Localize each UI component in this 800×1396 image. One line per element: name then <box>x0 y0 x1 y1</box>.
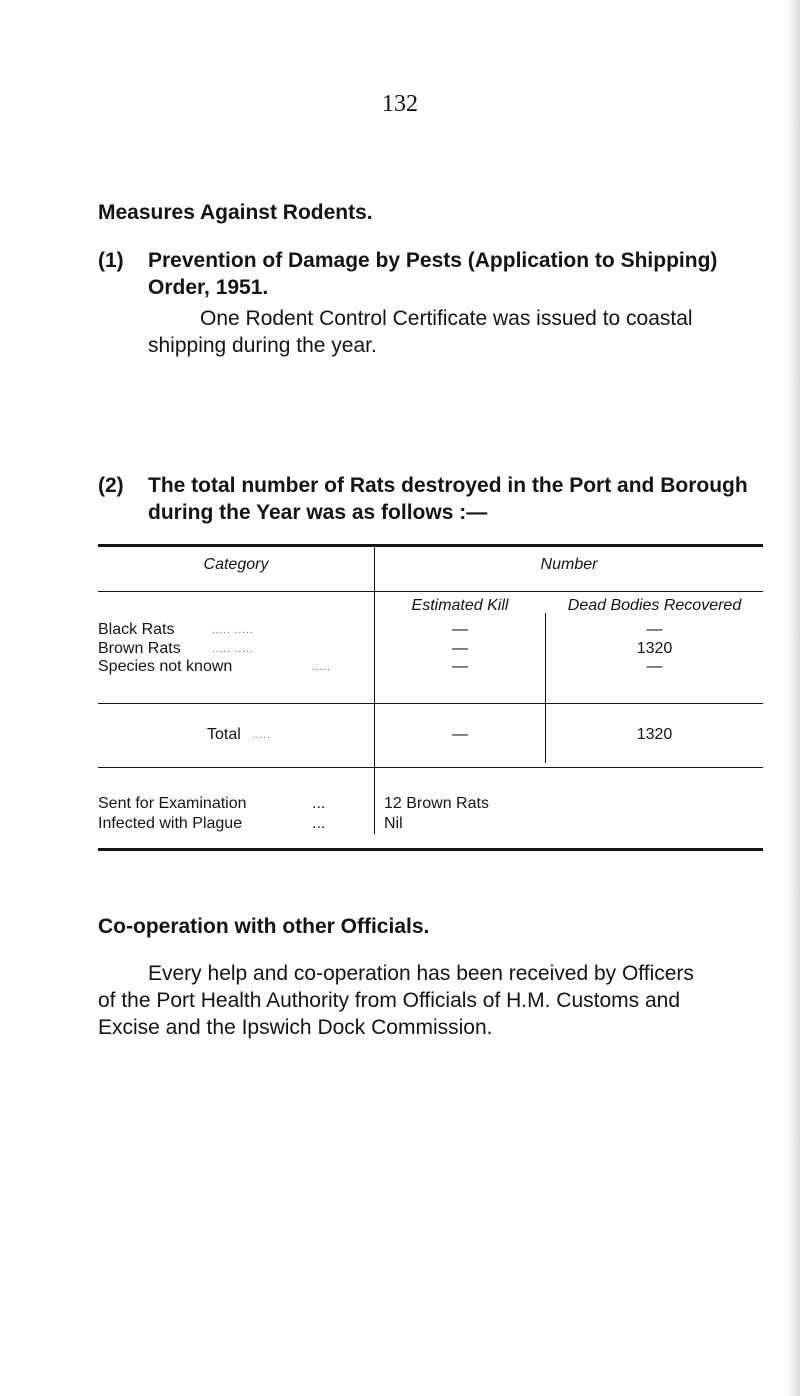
item-title-1-line1: Prevention of Damage by Pests (Application to Shipping) <box>148 249 718 272</box>
item-title-2-line1: The total number of Rats destroyed in the Port and Borough <box>148 474 748 497</box>
extra-row-value: Nil <box>384 815 403 832</box>
header-number: Number <box>540 556 598 573</box>
row-category: Species not known <box>98 658 233 675</box>
row-estimated-kill: — <box>452 640 468 657</box>
section2-body-line1: Every help and co-operation has been received by Officers <box>148 962 694 985</box>
table-header-rule <box>98 591 763 592</box>
extra-row-value: 12 Brown Rats <box>384 795 489 812</box>
total-leaders: ..... <box>252 730 271 741</box>
extra-row-dots: ... <box>312 815 326 832</box>
table-total-rule <box>98 703 763 704</box>
total-label: Total <box>207 726 241 743</box>
header-estimated-kill: Estimated Kill <box>411 597 509 614</box>
row-leaders: ..... ..... <box>212 625 254 636</box>
row-dead-bodies: — <box>646 621 663 638</box>
table-top-rule <box>98 544 763 547</box>
extra-row-label: Infected with Plague <box>98 815 243 832</box>
item-body-1-line1: One Rodent Control Certificate was issued to coastal <box>200 307 693 330</box>
item-number-1: (1) <box>98 249 124 272</box>
item-body-1-line2: shipping during the year. <box>148 334 377 357</box>
section2-body-line2: of the Port Health Authority from Officials of H.M. Customs and <box>98 989 681 1012</box>
scan-edge-shadow <box>786 0 800 1396</box>
item-title-2-line2: during the Year was as follows :— <box>148 501 488 524</box>
row-leaders: ..... ..... <box>212 644 254 655</box>
section-heading-rodents: Measures Against Rodents. <box>98 201 373 224</box>
table-end-rule <box>98 848 763 851</box>
row-dead-bodies: — <box>646 658 663 675</box>
total-estimated-kill: — <box>452 726 468 743</box>
table-bottom-rule <box>98 767 763 768</box>
row-estimated-kill: — <box>452 621 468 638</box>
total-dead-bodies: 1320 <box>636 726 673 743</box>
extra-row-label: Sent for Examination <box>98 795 247 812</box>
item-title-1-line2: Order, 1951. <box>148 276 269 299</box>
row-dead-bodies: 1320 <box>636 640 673 657</box>
extra-row-dots: ... <box>312 795 326 812</box>
page-number: 132 <box>382 91 418 117</box>
section2-body-line3: Excise and the Ipswich Dock Commission. <box>98 1016 493 1039</box>
row-leaders: ..... <box>312 662 331 673</box>
header-category: Category <box>203 556 269 573</box>
row-category: Black Rats <box>98 621 175 638</box>
row-estimated-kill: — <box>452 658 468 675</box>
item-number-2: (2) <box>98 474 124 497</box>
row-category: Brown Rats <box>98 640 181 657</box>
header-dead-bodies: Dead Bodies Recovered <box>567 597 742 614</box>
section-heading-cooperation: Co-operation with other Officials. <box>98 915 430 938</box>
